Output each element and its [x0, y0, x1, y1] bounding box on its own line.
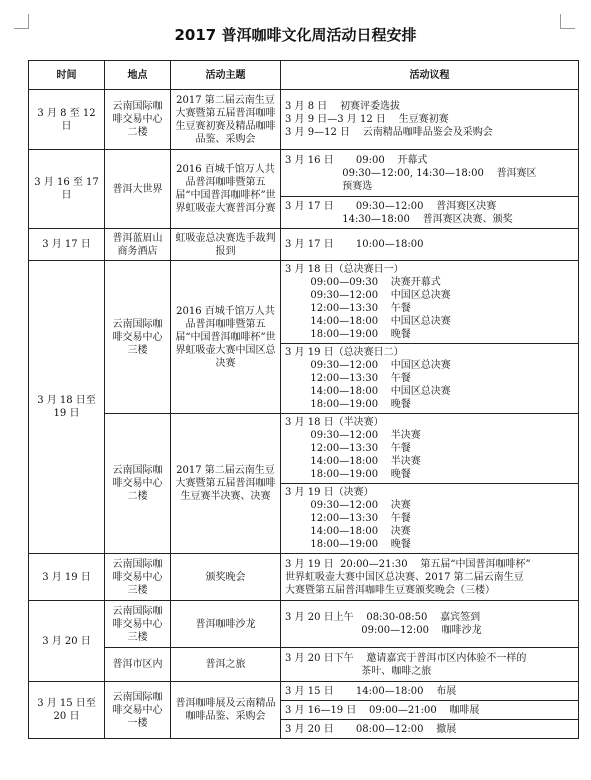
agenda-line: 18:00—19:00 晚餐 [285, 329, 411, 340]
table-row [29, 229, 579, 261]
place-cell: 云南国际咖啡交易中心二楼 [105, 414, 171, 554]
agenda-line: 3 月 15 日 14:00—18:00 布展 [285, 685, 457, 697]
agenda-line: 预赛选 [285, 180, 373, 192]
agenda-line: 09:30—12:00 决赛 [285, 500, 411, 511]
agenda-cell [281, 720, 579, 739]
agenda-line: 18:00—19:00 晚餐 [285, 469, 411, 480]
agenda-line: 18:00—19:00 晚餐 [285, 399, 411, 410]
agenda-line: 3 月 19 日（决赛） [285, 487, 374, 498]
date-cell: 3 月 19 日 [29, 554, 105, 601]
agenda-line: 3 月 18 日（半决赛） [285, 417, 384, 428]
agenda-line: 3 月 20 日 08:00—12:00 撤展 [285, 723, 457, 735]
date-cell: 3 月 15 日至 20 日 [29, 682, 105, 739]
agenda-line: 12:00—13:30 午餐 [285, 443, 411, 454]
table-row [29, 682, 579, 701]
agenda-line: 14:00—18:00 中国区总决赛 [285, 386, 451, 397]
agenda-line: 3 月 20 日下午 邀请嘉宾于普洱市区内体验不一样的 [285, 652, 527, 664]
agenda-line: 3 月 19 日 20:00—21:30 第五届“中国普洱咖啡杯” [285, 558, 531, 570]
place-cell: 云南国际咖啡交易中心三楼 [105, 554, 171, 601]
place-cell: 普洱大世界 [105, 150, 171, 229]
place-cell: 云南国际咖啡交易中心三楼 [105, 601, 171, 648]
agenda-line: 3 月 16—19 日 09:00—21:00 咖啡展 [285, 704, 480, 716]
agenda-cell [281, 229, 579, 261]
agenda-line: 3 月 9—12 日 云南精品咖啡品鉴会及采购会 [285, 127, 493, 138]
agenda-cell [281, 197, 579, 229]
agenda-line: 09:30—12:00 中国区总决赛 [285, 360, 451, 371]
agenda-cell [281, 261, 579, 344]
place-cell: 云南国际咖啡交易中心一楼 [105, 682, 171, 739]
table-row [29, 90, 579, 150]
agenda-line: 3 月 18 日（总决赛日一） [285, 264, 404, 275]
agenda-cell [281, 701, 579, 720]
document-title: 2017 普洱咖啡文化周活动日程安排 [174, 26, 417, 44]
agenda-cell [281, 150, 579, 197]
agenda-line: 09:00—12:00 咖啡沙龙 [285, 625, 482, 636]
header-agenda: 活动议程 [281, 61, 579, 90]
theme-cell: 普洱咖啡沙龙 [171, 601, 281, 648]
date-cell: 3 月 18 日至 19 日 [29, 261, 105, 554]
agenda-line: 14:00—18:00 中国区总决赛 [285, 316, 451, 327]
place-cell: 普洱市区内 [105, 648, 171, 682]
header-theme: 活动主题 [171, 61, 281, 90]
agenda-cell [281, 554, 579, 601]
agenda-line: 14:00—18:00 半决赛 [285, 456, 421, 467]
place-cell: 云南国际咖啡交易中心二楼 [105, 90, 171, 150]
place-cell: 云南国际咖啡交易中心三楼 [105, 261, 171, 414]
agenda-line: 14:00—18:00 决赛 [285, 526, 411, 537]
agenda-line: 3 月 19 日（总决赛日二） [285, 347, 404, 358]
agenda-line: 世界虹吸壶大赛中国区总决赛、2017 第二届云南生豆 [285, 571, 524, 583]
theme-cell: 2016 百城千馆万人共品普洱咖啡暨第五届“中国普洱咖啡杯”世界虹吸壶大赛中国区总决赛 [171, 261, 281, 414]
theme-cell: 普洱之旅 [171, 648, 281, 682]
agenda-line: 09:00—09:30 决赛开幕式 [285, 277, 441, 288]
agenda-line: 09:30—12:00 中国区总决赛 [285, 290, 451, 301]
schedule-table [28, 60, 579, 739]
table-row [29, 554, 579, 601]
header-place: 地点 [105, 61, 171, 90]
agenda-line: 大赛暨第五届普洱咖啡生豆赛颁奖晚会（三楼） [285, 584, 495, 596]
table-row [29, 150, 579, 197]
date-cell: 3 月 16 至 17 日 [29, 150, 105, 229]
theme-cell: 2016 百城千馆万人共品普洱咖啡暨第五届“中国普洱咖啡杯”世界虹吸壶大赛普洱分赛 [171, 150, 281, 229]
agenda-line: 14:30—18:00 普洱赛区决赛、颁奖 [285, 213, 513, 225]
agenda-line: 12:00—13:30 午餐 [285, 303, 411, 314]
agenda-cell [281, 90, 579, 150]
agenda-line: 3 月 16 日 09:00 开幕式 [285, 154, 428, 166]
header-row [29, 61, 579, 90]
date-cell: 3 月 17 日 [29, 229, 105, 261]
agenda-line: 3 月 9 日—3 月 12 日 生豆赛初赛 [285, 114, 449, 125]
header-time: 时间 [29, 61, 105, 90]
date-cell: 3 月 20 日 [29, 601, 105, 682]
agenda-line: 3 月 8 日 初赛评委选拔 [285, 101, 400, 112]
agenda-line: 3 月 17 日 10:00—18:00 [285, 239, 424, 250]
agenda-line: 09:30—12:00 半决赛 [285, 430, 421, 441]
theme-cell: 2017 第二届云南生豆大赛暨第五届普洱咖啡生豆赛初赛及精品咖啡品鉴、采购会 [171, 90, 281, 150]
agenda-cell [281, 648, 579, 682]
date-cell: 3 月 8 至 12 日 [29, 90, 105, 150]
agenda-cell [281, 601, 579, 648]
place-cell: 普洱蓝眉山商务酒店 [105, 229, 171, 261]
table-row [29, 601, 579, 648]
agenda-cell [281, 344, 579, 414]
agenda-line: 3 月 20 日上午 08:30-08:50 嘉宾签到 [285, 612, 481, 623]
theme-cell: 2017 第二届云南生豆大赛暨第五届普洱咖啡生豆赛半决赛、决赛 [171, 414, 281, 554]
agenda-line: 3 月 17 日 09:30—12:00 普洱赛区决赛 [285, 200, 497, 212]
agenda-line: 茶叶、咖啡之旅 [285, 665, 432, 677]
table-row [29, 648, 579, 682]
theme-cell: 颁奖晚会 [171, 554, 281, 601]
theme-cell: 普洱咖啡展及云南精品咖啡品鉴、采购会 [171, 682, 281, 739]
table-row [29, 261, 579, 344]
table-row [29, 414, 579, 484]
theme-cell: 虹吸壶总决赛选手裁判报到 [171, 229, 281, 261]
agenda-line: 18:00—19:00 晚餐 [285, 539, 411, 550]
agenda-line: 09:30—12:00, 14:30—18:00 普洱赛区 [285, 167, 537, 179]
agenda-cell [281, 682, 579, 701]
agenda-cell [281, 484, 579, 554]
agenda-line: 12:00—13:30 午餐 [285, 373, 411, 384]
agenda-line: 12:00—13:30 午餐 [285, 513, 411, 524]
agenda-cell [281, 414, 579, 484]
